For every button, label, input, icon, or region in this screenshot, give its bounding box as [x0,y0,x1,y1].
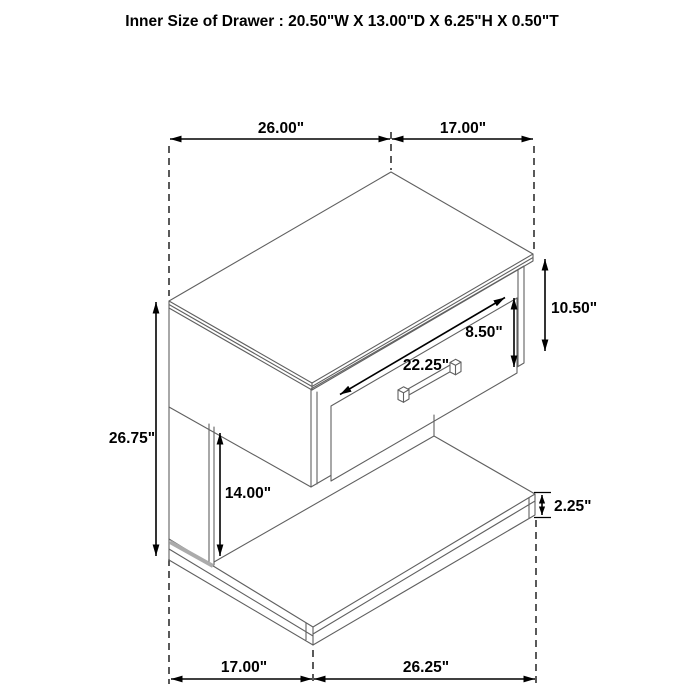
dim-label-top-width: 26.00" [257,120,305,137]
dim-label-drawer-front-width: 22.25" [402,357,450,374]
dim-label-shelf-clearance: 14.00" [224,485,272,502]
dim-label-top-depth: 17.00" [439,120,487,137]
dim-label-base-depth: 17.00" [220,659,268,676]
dim-label-base-thickness: 2.25" [554,498,592,515]
left-support-panel [209,424,214,565]
dim-label-overall-height: 26.75" [108,430,156,447]
base-shelf [169,494,535,645]
shelf-top-edges [169,494,535,627]
dim-label-drawer-front-height: 8.50" [465,324,503,341]
dim-label-base-width: 26.25" [402,659,450,676]
nightstand-drawing [169,172,535,645]
page-title: Inner Size of Drawer : 20.50"W X 13.00"D X 6.25"H X 0.50"T [125,13,559,30]
shelf-right-face [313,494,535,645]
dim-label-upper-section-height: 10.50" [551,300,598,317]
panel-front-edges [209,424,214,565]
